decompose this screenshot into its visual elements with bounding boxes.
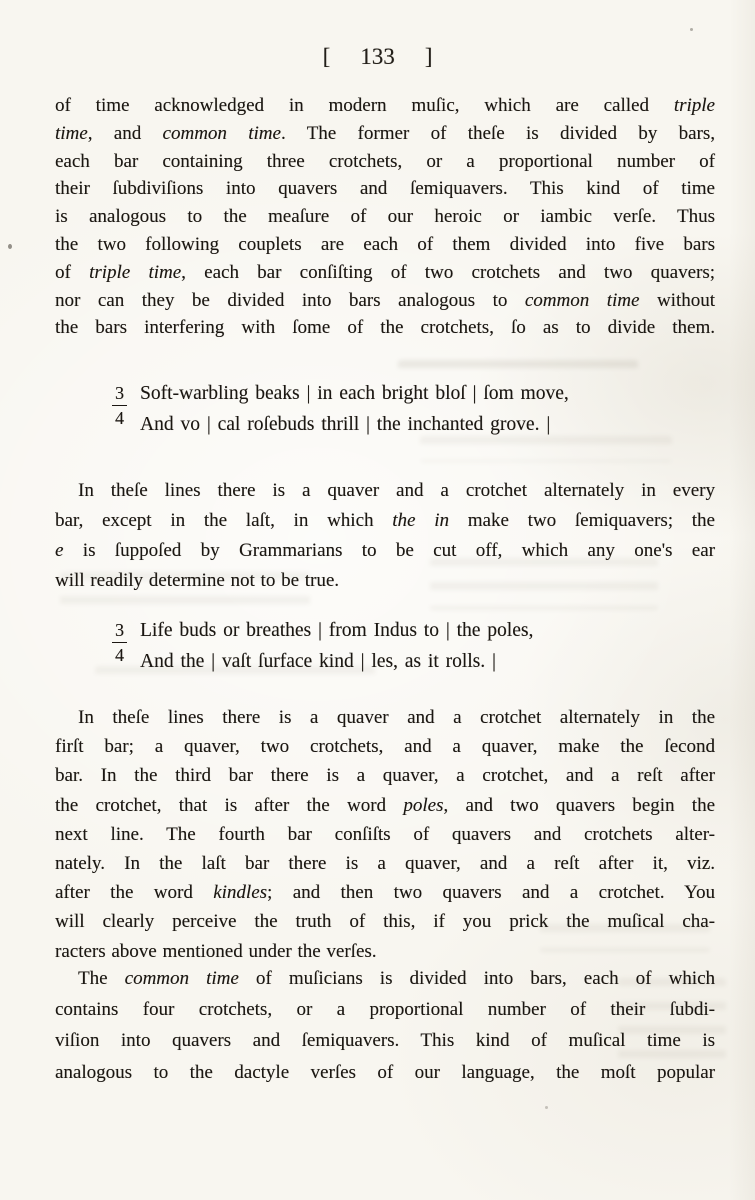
italic-text-segment: common time [524,289,640,311]
text-line [55,287,715,315]
text-segment: viſion into quavers and ſemiquavers. This kind of muſical time is [55,1030,715,1052]
time-signature-denominator: 4 [115,645,124,665]
text-segment: racters above mentioned under the verſes. [55,940,377,962]
text-line [55,476,715,506]
page-header [0,44,755,70]
text-line [55,536,715,566]
text-segment: bar. In the third bar there is a quaver, a crotchet, and a reſt after [55,765,715,787]
italic-text-segment: common time [162,122,281,144]
text-segment: contains four crotchets, or a proportional number of their ſubdi- [55,999,715,1021]
text-segment: . The former of theſe is divided by bars, [280,122,715,144]
text-line [55,963,715,994]
text-segment: nor can they be divided into bars analogous to [55,289,525,311]
text-segment: firſt bar; a quaver, two crotchets, and a quaver, make the ſecond [55,736,715,758]
text-segment: is analogous to the meaſure of our heroic or iambic verſe. Thus [55,206,715,228]
ink-speck [8,244,12,249]
page-number: 133 [360,44,395,69]
italic-text-segment: kindles [213,882,268,904]
text-line [55,566,715,596]
verse-couplet [112,379,569,440]
text-segment: will readily determine not to be true. [55,570,340,591]
text-line [55,849,715,878]
text-line [55,761,715,790]
text-line [55,994,715,1025]
verse-line: Soft-warbling beaks | in each bright bloſ | ſom move, [140,383,569,404]
text-segment: of [55,261,90,283]
italic-text-segment: common time [124,968,239,989]
text-segment: , and [87,122,163,144]
text-segment: of muſicians is divided into bars, each of which [238,968,716,989]
text-line [55,1025,715,1056]
verse-line: And the | vaſt ſurface kind | les, as it rolls. | [140,650,496,672]
text-line [55,506,715,536]
text-segment: of time acknowledged in modern muſic, which are called [55,95,674,116]
text-line [55,92,715,120]
text-segment: make two ſemiquavers; the [449,510,715,531]
text-line [55,703,715,732]
italic-text-segment: time [55,122,88,144]
verse-line: Life buds or breathes | from Indus to | the poles, [140,620,534,641]
text-line [55,231,715,259]
italic-text-segment: triple time [89,261,182,283]
text-line [55,148,715,176]
page-number-bracket-right: ] [424,44,433,69]
text-segment: In theſe lines there is a quaver and a crotchet alternately in the [78,707,715,728]
text-segment: without [639,289,716,311]
text-line [55,878,715,907]
text-line [55,175,715,203]
text-segment: In theſe lines there is a quaver and a crotchet alternately in every [78,480,715,501]
text-line [55,907,715,936]
text-segment: the crotchet, that is after the word [55,794,404,816]
time-signature-numerator: 3 [112,620,127,643]
text-segment: ; and then two quavers and a crotchet. You [267,882,715,904]
verse-lines [140,616,533,677]
verse-line: And vo | cal roſebuds thrill | the inchanted grove. | [140,413,551,435]
verse-lines [140,379,569,440]
ink-speck [690,28,693,31]
italic-text-segment: poles [403,794,444,816]
text-segment: the bars interfering with ſome of the crotchets, ſo as to divide them. [55,317,715,339]
paragraph [55,476,715,596]
text-segment: each bar containing three crotchets, or a proportional number of [55,150,715,172]
text-segment: is ſuppoſed by Grammarians to be cut off, which any one's ear [63,540,715,561]
text-line [55,732,715,761]
italic-text-segment: e [55,540,64,561]
text-line [55,937,715,966]
text-line [55,203,715,231]
text-line [55,820,715,849]
text-line [55,120,715,148]
italic-text-segment: the in [392,510,450,531]
text-segment: , and two quavers begin the [443,794,715,816]
time-signature-denominator: 4 [115,408,124,428]
text-segment: analogous to the dactyle verſes of our language, the moſt popular [55,1061,715,1083]
text-segment: nately. In the laſt bar there is a quaver, and a reſt after it, viz. [55,853,715,875]
text-segment: the two following couplets are each of them divided into five bars [55,233,715,255]
text-line [55,1057,715,1088]
text-segment: The [78,968,125,989]
text-line [55,314,715,342]
paragraph [55,963,715,1088]
ink-speck [545,1106,548,1109]
text-segment: after the word [55,882,214,904]
text-segment: next line. The fourth bar conſiſts of quavers and crotchets alter- [55,823,715,845]
time-signature [112,620,127,666]
paragraph [55,703,715,966]
text-segment: their ſubdiviſions into quavers and ſemiquavers. This kind of time [55,178,715,200]
time-signature-numerator: 3 [112,383,127,406]
text-segment: will clearly perceive the truth of this, if you prick the muſical cha- [55,911,715,933]
text-segment: bar, except in the laſt, in which [55,510,393,531]
page-number-bracket-left: [ [322,44,331,69]
paragraph [55,92,715,342]
text-line [55,791,715,820]
italic-text-segment: triple [673,95,715,116]
time-signature [112,383,127,429]
text-segment: , each bar conſiſting of two crotchets and two quavers; [181,261,716,283]
verse-couplet [112,616,533,677]
text-line [55,259,715,287]
